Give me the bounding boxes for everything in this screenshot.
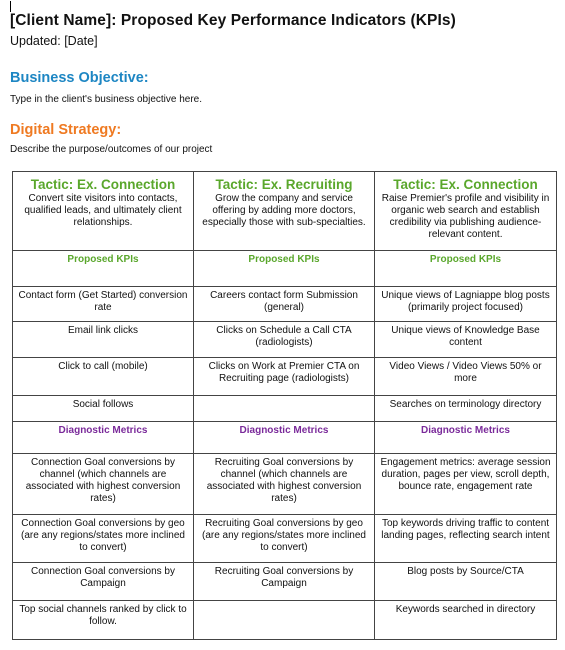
- kpi-row: [13, 287, 557, 322]
- diagnostic-row: [13, 454, 557, 515]
- kpi-cell: Social follows: [13, 396, 194, 422]
- kpi-row: [13, 358, 557, 396]
- diagnostic-cell: Connection Goal conversions by geo (are any regions/states more inclined to convert): [13, 515, 194, 563]
- diagnostic-cell: Top keywords driving traffic to content landing pages, reflecting search intent: [375, 515, 557, 563]
- kpi-header: Proposed KPIs: [375, 251, 557, 287]
- kpi-cell: Video Views / Video Views 50% or more: [375, 358, 557, 396]
- kpi-cell: Click to call (mobile): [13, 358, 194, 396]
- diagnostic-cell: [194, 601, 375, 640]
- tactic-cell: [375, 172, 557, 251]
- diagnostic-header: Diagnostic Metrics: [375, 422, 557, 454]
- kpi-cell: Searches on terminology directory: [375, 396, 557, 422]
- kpi-cell: Unique views of Knowledge Base content: [375, 322, 557, 358]
- digital-strategy-heading: Digital Strategy:: [10, 122, 122, 138]
- business-objective-text: Type in the client's business objective here.: [10, 94, 203, 105]
- diagnostic-cell: Keywords searched in directory: [375, 601, 557, 640]
- tactic-cell: [194, 172, 375, 251]
- diagnostic-header-row: [13, 422, 557, 454]
- diagnostic-row: [13, 563, 557, 601]
- diagnostic-header: Diagnostic Metrics: [13, 422, 194, 454]
- kpi-cell: [194, 396, 375, 422]
- kpi-cell: Contact form (Get Started) conversion rate: [13, 287, 194, 322]
- diagnostic-cell: Connection Goal conversions by Campaign: [13, 563, 194, 601]
- kpi-table: [12, 171, 557, 640]
- diagnostic-cell: Connection Goal conversions by channel (which channels are associated with highest conversion rates): [13, 454, 194, 515]
- kpi-row: [13, 322, 557, 358]
- text-cursor: [10, 1, 11, 12]
- kpi-header-row: [13, 251, 557, 287]
- kpi-cell: Email link clicks: [13, 322, 194, 358]
- page-title: [Client Name]: Proposed Key Performance Indicators (KPIs): [10, 12, 456, 29]
- diagnostic-row: [13, 601, 557, 640]
- diagnostic-cell: Recruiting Goal conversions by geo (are any regions/states more inclined to convert): [194, 515, 375, 563]
- diagnostic-cell: Top social channels ranked by click to follow.: [13, 601, 194, 640]
- kpi-cell: Unique views of Lagniappe blog posts (primarily project focused): [375, 287, 557, 322]
- tactic-title: Tactic: Ex. Connection: [30, 177, 176, 192]
- kpi-cell: Clicks on Schedule a Call CTA (radiologists): [194, 322, 375, 358]
- diagnostic-cell: Recruiting Goal conversions by channel (which channels are associated with highest conversion rates): [194, 454, 375, 515]
- diagnostic-cell: Recruiting Goal conversions by Campaign: [194, 563, 375, 601]
- tactic-cell: [13, 172, 194, 251]
- kpi-header: Proposed KPIs: [13, 251, 194, 287]
- tactic-title: Tactic: Ex. Recruiting: [215, 177, 353, 192]
- diagnostic-cell: Blog posts by Source/CTA: [375, 563, 557, 601]
- kpi-row: [13, 396, 557, 422]
- digital-strategy-text: Describe the purpose/outcomes of our project: [10, 144, 213, 155]
- tactic-description: Convert site visitors into contacts, qualified leads, and ultimately client relationships.: [24, 193, 182, 228]
- kpi-header: Proposed KPIs: [194, 251, 375, 287]
- diagnostic-header: Diagnostic Metrics: [194, 422, 375, 454]
- kpi-cell: Clicks on Work at Premier CTA on Recruiting page (radiologists): [194, 358, 375, 396]
- updated-date: Updated: [Date]: [10, 34, 98, 48]
- diagnostic-cell: Engagement metrics: average session duration, pages per view, scroll depth, bounce rate, engagement rate: [375, 454, 557, 515]
- tactic-row: [13, 172, 557, 251]
- kpi-cell: Careers contact form Submission (general): [194, 287, 375, 322]
- tactic-title: Tactic: Ex. Connection: [393, 177, 538, 192]
- tactic-description: Grow the company and service offering by adding more doctors, especially those with sub-specialties.: [202, 193, 366, 228]
- business-objective-heading: Business Objective:: [10, 70, 149, 86]
- tactic-description: Raise Premier's profile and visibility in organic web search and establish credibility via publishing audience-relevant content.: [381, 193, 550, 240]
- diagnostic-row: [13, 515, 557, 563]
